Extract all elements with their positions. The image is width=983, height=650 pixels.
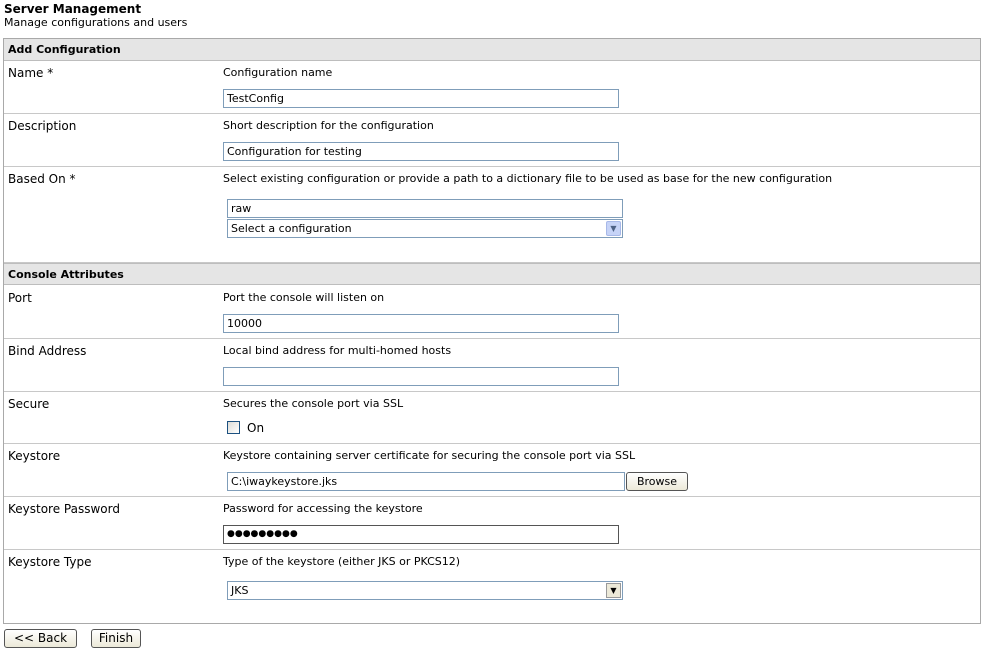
based-on-description: Select existing configuration or provide a path to a dictionary file to be used as base for the new configuration — [223, 172, 833, 185]
configuration-form — [3, 38, 981, 624]
keystore-label: Keystore — [8, 449, 61, 463]
port-description: Port the console will listen on — [223, 291, 385, 304]
bind-address-label: Bind Address — [8, 344, 87, 358]
keystore-type-select-value: JKS — [231, 584, 249, 597]
keystore-password-label: Keystore Password — [8, 502, 120, 516]
secure-checkbox[interactable] — [227, 421, 240, 434]
row-keystore — [4, 444, 980, 497]
bind-address-description: Local bind address for multi-homed hosts — [223, 344, 452, 357]
section-header-console-attributes: Console Attributes — [4, 263, 980, 285]
keystore-type-description: Type of the keystore (either JKS or PKCS12) — [223, 555, 461, 568]
browse-button[interactable]: Browse — [626, 472, 688, 491]
name-description: Configuration name — [223, 66, 333, 79]
row-port — [4, 286, 980, 339]
chevron-down-icon[interactable]: ▼ — [606, 221, 621, 236]
page-subtitle: Manage configurations and users — [4, 16, 188, 29]
based-on-select[interactable] — [227, 219, 623, 238]
row-name — [4, 61, 980, 114]
row-keystore-type — [4, 550, 980, 623]
description-description: Short description for the configuration — [223, 119, 434, 132]
keystore-description: Keystore containing server certificate for securing the console port via SSL — [223, 449, 636, 462]
based-on-select-value: Select a configuration — [231, 222, 352, 235]
row-based-on — [4, 167, 980, 263]
port-label: Port — [8, 291, 32, 305]
page-title: Server Management — [4, 2, 142, 16]
description-input[interactable]: Configuration for testing — [223, 142, 619, 161]
secure-checkbox-label[interactable]: On — [247, 421, 265, 435]
back-button[interactable]: << Back — [4, 629, 77, 648]
description-label: Description — [8, 119, 77, 133]
based-on-label: Based On * — [8, 172, 76, 186]
section-header-add-configuration: Add Configuration — [4, 39, 980, 61]
row-description — [4, 114, 980, 167]
finish-button[interactable]: Finish — [91, 629, 141, 648]
bind-address-input[interactable] — [223, 367, 619, 386]
keystore-type-select[interactable] — [227, 581, 623, 600]
row-secure — [4, 392, 980, 444]
page-header — [4, 2, 187, 29]
name-label: Name * — [8, 66, 54, 80]
name-input[interactable]: TestConfig — [223, 89, 619, 108]
based-on-path-input[interactable]: raw — [227, 199, 623, 218]
keystore-password-description: Password for accessing the keystore — [223, 502, 423, 515]
row-keystore-password — [4, 497, 980, 550]
port-input[interactable]: 10000 — [223, 314, 619, 333]
keystore-input[interactable]: C:\iwaykeystore.jks — [227, 472, 625, 491]
secure-description: Secures the console port via SSL — [223, 397, 404, 410]
keystore-type-label: Keystore Type — [8, 555, 92, 569]
row-bind-address — [4, 339, 980, 392]
chevron-down-icon[interactable]: ▼ — [606, 583, 621, 598]
secure-label: Secure — [8, 397, 50, 411]
keystore-password-input[interactable]: ●●●●●●●●● — [223, 525, 619, 544]
